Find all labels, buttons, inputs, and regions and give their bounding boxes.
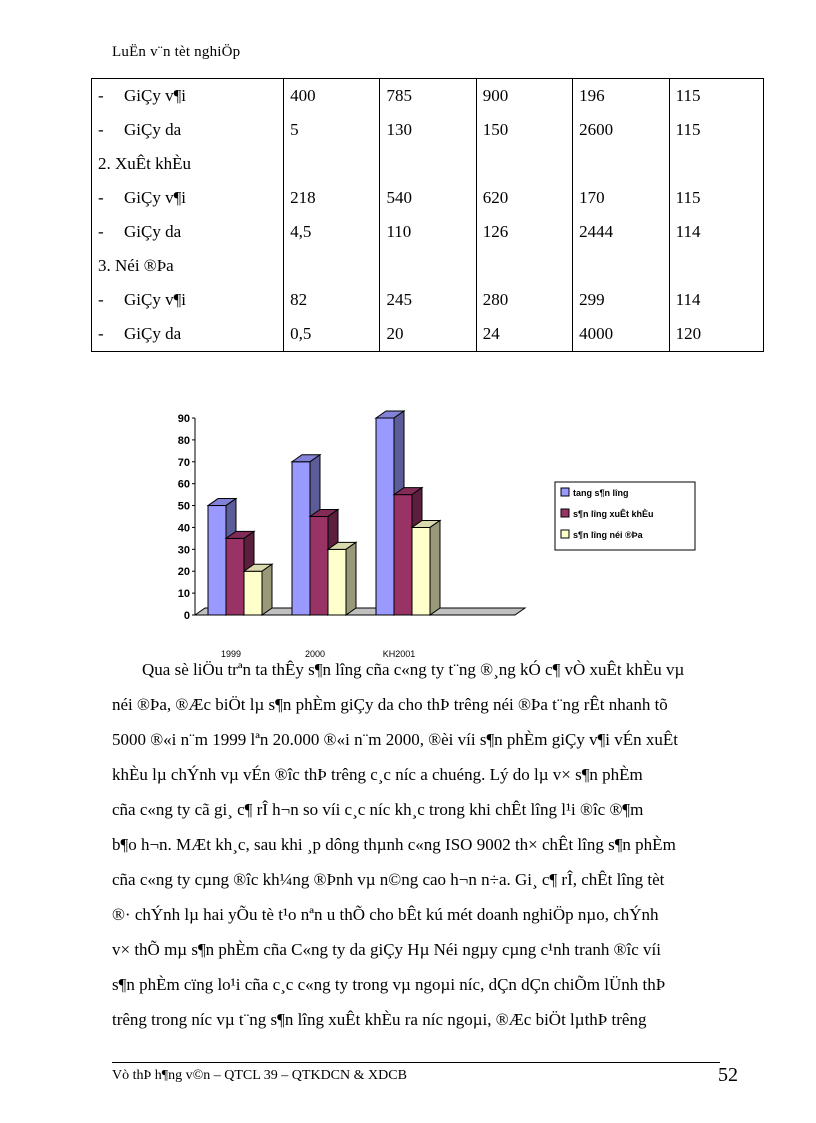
body-text-line: s¶n phÈm cïng lo¹i cña c¸c c«ng ty trong vµ ngoµi níc, dÇn dÇn chiÕm lÜnh thÞ [112, 975, 666, 994]
footer-author: Vò thÞ h¶ng v©n – QTCL 39 – QTKDCN & XDCB [112, 1068, 407, 1083]
table-cell: 785 [380, 79, 476, 114]
legend-label: s¶n lîng xuÊt khÈu [573, 509, 654, 519]
y-tick-label: 40 [177, 522, 190, 535]
table-cell: 0,5 [284, 317, 380, 352]
bar [226, 538, 244, 615]
y-tick-label: 80 [177, 434, 190, 447]
table-cell: 82 [284, 283, 380, 317]
row-label: GiÇy da [124, 120, 182, 139]
bar [310, 517, 328, 616]
y-tick-label: 50 [177, 500, 190, 513]
legend-label: tang s¶n lîng [573, 488, 629, 498]
table-cell: 120 [669, 317, 763, 352]
table-cell: 114 [669, 283, 763, 317]
row-label: GiÇy da [124, 222, 182, 241]
header-title: LuËn v¨n tèt nghiÖp [112, 44, 241, 60]
body-text-line: néi ®Þa, ®Æc biÖt lµ s¶n phÈm giÇy da cho thÞ trêng néi ®Þa t¨ng rÊt nhanh tõ [112, 695, 668, 714]
table-cell: 280 [476, 283, 572, 317]
table-row [92, 79, 764, 114]
row-label-cell [92, 283, 284, 317]
y-tick-label: 0 [183, 610, 190, 622]
table-row [92, 249, 764, 283]
data-table [91, 78, 764, 352]
dash-marker: - [98, 324, 104, 343]
table-cell [669, 147, 763, 181]
bar [394, 495, 412, 615]
table-row [92, 113, 764, 147]
row-label-cell [92, 181, 284, 215]
page-number: 52 [718, 1064, 738, 1086]
row-label: GiÇy v¶i [124, 188, 187, 207]
table-cell: 115 [669, 181, 763, 215]
table-cell [573, 147, 669, 181]
table-cell: 620 [476, 181, 572, 215]
bar [208, 506, 226, 615]
table-cell: 299 [573, 283, 669, 317]
row-label-cell [92, 147, 284, 181]
table-cell: 196 [573, 79, 669, 114]
table-cell: 245 [380, 283, 476, 317]
row-label-cell [92, 113, 284, 147]
table-cell: 170 [573, 181, 669, 215]
bar-side [430, 520, 440, 615]
body-text-line: v× thÕ mµ s¶n phÈm cña C«ng ty da giÇy Hµ Néi ngµy cµng c¹nh tranh ®îc víi [112, 940, 661, 959]
row-label-cell [92, 249, 284, 283]
row-label: GiÇy da [124, 324, 182, 343]
table-cell [380, 147, 476, 181]
footer-divider [112, 1062, 720, 1063]
dash-marker: - [98, 290, 104, 309]
bar-chart [160, 400, 720, 662]
body-text-line: 5000 ®«i n¨m 1999 lªn 20.000 ®«i n¨m 2000, ®èi víi s¶n phÈm giÇy v¶i vÉn xuÊt [112, 730, 678, 749]
dash-marker: - [98, 86, 104, 105]
dash-marker: - [98, 222, 104, 241]
bar-side [346, 542, 356, 615]
table-cell: 110 [380, 215, 476, 249]
table-body [92, 79, 764, 352]
table-cell: 114 [669, 215, 763, 249]
row-label: 3. Néi ®Þa [98, 256, 174, 275]
table-cell: 4000 [573, 317, 669, 352]
legend-swatch [561, 509, 569, 517]
table-cell: 218 [284, 181, 380, 215]
legend-swatch [561, 488, 569, 496]
y-tick-label: 10 [177, 588, 190, 601]
row-label: GiÇy v¶i [124, 290, 187, 309]
table-row [92, 283, 764, 317]
table-row [92, 215, 764, 249]
legend-label: s¶n lîng néi ®Þa [573, 530, 643, 540]
dash-marker: - [98, 188, 104, 207]
y-tick-label: 20 [177, 566, 190, 579]
table-cell: 2444 [573, 215, 669, 249]
body-text-line: trêng trong níc vµ t¨ng s¶n lîng xuÊt khÈu ra níc ngoµi, ®Æc biÖt lµthÞ trêng [112, 1010, 647, 1029]
dash-marker: - [98, 120, 104, 139]
body-text-line: b¶o h¬n. MÆt kh¸c, sau khi ¸p dông thµnh c«ng ISO 9002 th× chÊt lîng s¶n phÈm [112, 835, 676, 854]
y-tick-label: 90 [177, 413, 190, 425]
table-cell [476, 249, 572, 283]
table-cell: 115 [669, 113, 763, 147]
table-row [92, 317, 764, 352]
table-cell: 130 [380, 113, 476, 147]
table-row [92, 181, 764, 215]
row-label: 2. XuÊt khÈu [98, 154, 192, 173]
table-cell: 400 [284, 79, 380, 114]
table-cell [573, 249, 669, 283]
body-text-line: cña c«ng ty cã gi¸ c¶ rÎ h¬n so víi c¸c níc kh¸c trong khi chÊt lîng l¹i ®îc ®¶m [112, 800, 644, 819]
bar [244, 571, 262, 615]
table-cell: 900 [476, 79, 572, 114]
bar [376, 418, 394, 615]
table-cell [476, 147, 572, 181]
y-tick-label: 70 [177, 456, 190, 469]
x-category-label: 2000 [304, 649, 326, 659]
body-text-line: ®· chÝnh lµ hai yÕu tè t¹o nªn u thÕ cho bÊt kú mét doanh nghiÖp nµo, chÝnh [112, 905, 659, 924]
table-cell: 126 [476, 215, 572, 249]
table-cell: 540 [380, 181, 476, 215]
bar [412, 527, 430, 615]
body-text-line: cña c«ng ty cµng ®îc kh¼ng ®Þnh vµ n©ng cao h¬n n÷a. Gi¸ c¶ rÎ, chÊt lîng tèt [112, 870, 665, 889]
row-label-cell [92, 79, 284, 114]
body-paragraph [112, 652, 742, 1037]
y-tick-label: 60 [177, 478, 190, 491]
x-category-label: 1999 [220, 649, 242, 659]
body-text-line: Qua sè liÖu trªn ta thÊy s¶n lîng cña c«ng ty t¨ng ®¸ng kÓ c¶ vÒ xuÊt khÈu vµ [142, 660, 685, 679]
bar [328, 549, 346, 615]
row-label: GiÇy v¶i [124, 86, 187, 105]
bar-side [262, 564, 272, 615]
table-cell: 5 [284, 113, 380, 147]
table-cell: 24 [476, 317, 572, 352]
table-cell: 2600 [573, 113, 669, 147]
table-cell: 115 [669, 79, 763, 114]
table-cell [380, 249, 476, 283]
row-label-cell [92, 215, 284, 249]
row-label-cell [92, 317, 284, 352]
table-cell: 150 [476, 113, 572, 147]
table-row [92, 147, 764, 181]
x-category-label: KH2001 [382, 649, 416, 659]
legend-swatch [561, 530, 569, 538]
body-text-line: khÈu lµ chÝnh vµ vÉn ®îc thÞ trêng c¸c níc a chuéng. Lý do lµ v× s¶n phÈm [112, 765, 643, 784]
table-cell: 4,5 [284, 215, 380, 249]
table-cell [284, 249, 380, 283]
y-tick-label: 30 [177, 544, 190, 557]
table-cell [669, 249, 763, 283]
table-cell: 20 [380, 317, 476, 352]
table-cell [284, 147, 380, 181]
bar [292, 462, 310, 615]
